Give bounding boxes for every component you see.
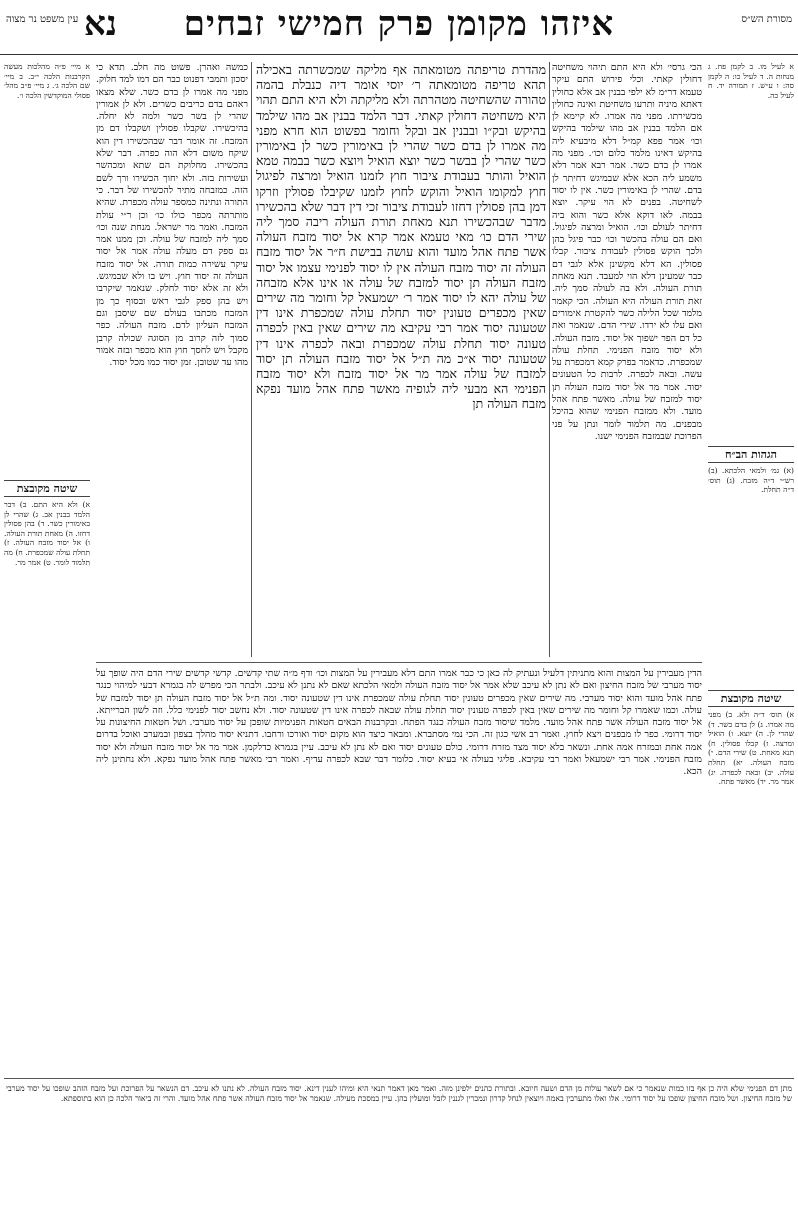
shita-right-text: א) תוס׳ ד״ה ולא. ב) מפני מה אמרו. ג) לן בדם כשר. ד) שהרי לן. ה) יוצא. ו) הואיל ומרצה. ז) קבלו פסולין. ח) תנא מאחת. ט) שירי הדם. י) מזבח העולה. יא) תחלת עולה. יב) ובאה לכפרה. יג) אמר מר. יד) מאשר פתח. — [708, 710, 794, 787]
shita-left-title: שיטה מקובצת — [4, 480, 90, 497]
shita-right-title: שיטה מקובצת — [708, 690, 794, 707]
gemara-text: מהדרת טריפתה מטומאתה אף מליקה שמכשרתה באכילה תהא טריפה מטומאתה ר׳ יוסי אומר דיה כנבלת בהמה טהורה שהשחיטה מטהרתה ולא מליקתה ולא היא התם תהוי היא משחיטה דחולין קאתי. דבר הלמד בבנין אב מהו שילמד בהיקש ובק״ו ובבנין אב ובקל וחומר בפשוט הוא חרא מפני מה אמרו לן בדם כשר שהרי לן באימורין כשר לן באימורין כשר שהרי לן בבשר כשר יוצא הואיל ויוצא כשר בבמה טמא הואיל והותר בעבודת ציבור חוץ לזמנו הואיל ומרצה לפיגול חוץ למקומו הואיל והוקש לחוץ לזמנו שקיבלו פסולין וזרקו דמן בהן פסולין דחזו לעבודת ציבור זכי דין דבר שלא בהכשירו מדבר שבהכשירו תנא מאחת תורת העולה ריבה סמך ליה שירי הדם כו׳ מאי טעמא אמר קרא אל יסוד מזבח העולה אשר פתח אהל מועד והוא עושה בבישת ח״ר אל יסוד מזבח העולה זה יסוד מזבח העולה אין לו יסוד לפנימי עצמו אל יסוד מזבח העולה תן יסוד למזבח של עולה או אינו אלא מזבחה של עולה יהא לו יסוד אמר ר׳ ישמעאל קל וחומר מה שירים שאין מכפרים טעונין יסוד תחלת עולה שמכפרת אינו דין שטעונה יסוד אמר רבי עקיבא מה שירים שאין באין לכפרה טעונה יסוד תחלת עולה שמכפרת ובאה לכפרה אינו דין שטעונה יסוד א״כ מה ת״ל אל יסוד מזבח העולה תן יסוד למזבח של עולה אמר מר אל יסוד מזבח ולא יסוד מזבח הפנימי הא מבעי ליה לגופיה מאשר פתח אהל מועד נפקא מזבח העולה תן — [256, 62, 546, 412]
ein-mishpat-column: א מיי׳ פ״ה מהלכות מעשה הקרבנות הלכה י״ב. ב מיי׳ שם הלכה ג׳. ג מיי׳ פ״ב מהל׳ פסולי המוקדשין הלכה ו׳. — [4, 62, 90, 100]
footer-commentary: מתן דם הפנימי שלא היה כן אף בזו כמות שנאמר כי אם לשאר עולות מן הדם ושעה חיובא. ובתורת כהנים ילפינן מזה. ואמר מאן דאמר תנאי היא ומיהו לענין דינא. יסוד מזבח העולה. לא נתנו לא עיכב. דם הנשאר על הפרוכת ועל מזבח הזהב שופכו על יסוד מערבי של מזבח החיצון. ושל מזבח החיצון שופכו על יסוד דרומי. אלו ואלו מתערבין באמה ויוצאין לנחל קדרון ונמכרין לגננין לזבל ומועלין בהן. עיין במסכת מעילה. שנאמר אל יסוד מזבח העולה אשר פתח אהל מועד. והרי זה ביאור הלכה כן הוא בתוספתא. — [6, 1084, 792, 1104]
ein-mishpat-label: עין משפט נר מצוה — [6, 14, 79, 25]
divider-right — [549, 62, 550, 657]
shita-right-box — [708, 690, 794, 1080]
folio-number: נא — [84, 4, 117, 44]
divider-footer — [4, 1078, 794, 1079]
shita-left-box — [4, 480, 90, 1080]
hagahot-box — [708, 446, 794, 566]
page-header — [0, 0, 798, 55]
page-title: איזהו מקומן פרק חמישי זבחים — [183, 4, 615, 44]
mesoret-label: מסורת הש״ס — [741, 14, 792, 25]
lower-commentary: הדין מעבירין על המצות והוא מתניתין דלעיל ונעתיק לה כאן כי כבר אמרו התם דלא מעבירין על המצות וכו׳ ודף מ״ה שתי קדשים. קדשי קדשים שירי הדם היה שופך על יסוד מערבי של מזבח החיצון ואם לא נתן לא עיכב שלא אמר אל יסוד מזבח העולה ולמאי הלכתא שאם לא נתנן לא עיכב. ולבתר הכי מפרש לה בגמרא דבעי למיהוי כנגד פתח אהל מועד והוא יסוד מערבי. מה שירים שאין מכפרים טעונין יסוד תחלת עולה שמכפרת אינו דין שטעונה יסוד. ומה ת״ל אל יסוד מזבח העולה תן יסוד למזבח של עולה. וכמו שאמרו קל וחומר מה שירים שאין באין לכפרה טעונין יסוד תחלת עולה שבאה לכפרה אינו דין שטעונה יסוד. ולא נחשב יסוד לפנימי כלל. וזה לשון הברייתא. אל יסוד מזבח העולה אשר פתח אהל מועד. מלמד שיסוד מזבח העולה כנגד הפתח. ובקרבנות הבאים חטאות הפנימיות שופכן על יסוד מערבי. ושל חטאות החיצונות על יסוד דרומי. כפר לו מבפנים ויצא לחוץ. ואמר רב אשי כגון זה. הכי נמי מסתברא. ומבאר כיצד הוא מקום יסוד ואורכו ורחבו. דתניא יסוד מהלך בצפון ובמערב ואוכל בדרום אמה אחת ובמזרח אמה אחת. ונשאר בלא יסוד מצד מזרח דרומי. כולם טעונים יסוד ואם לא נתן לא עיכב. עיין בגמרא כדלקמן. אמר מר אל יסוד מזבח העולה ולא יסוד מזבח הפנימי. אמר רבי ישמעאל ואמר רבי עקיבא. פליגי בעולה אי בעיא יסוד. כלומר דבר שבא לכפרה עדיף. ואמר רבי מאשר פתח אהל מועד נפקא. ולא נחתינן ליה הכא. — [96, 668, 702, 778]
rashi-column: כמשה ואהרן. פשוט מה חלב. תדא כי יסכון ותמבי דפנוט כבר הם דמו למד חלוק. מפני מה אמרו לן בדם כשר. שלא מצאו ראהם בדם כריבים כשרים. ולא לן אמורין שהרי לן בשר כשר ולמה לא יחלה. בהיכשירו. שקבלו פסולין ושקבלו דם מן המזבח. זה אומר דבר שבהכשירו דין הוא שיקח משום דלא הוה כפרה. דבר שלא בהכשירו. מחלוקת הם שתא ומכהשר ועשירות בזה. ולא יחוך הכשירו ורך לשם הזה. כמזבחה מתיר להכשירו של דבר. כי התורה ונתינה כמספר עולה מכפרת. שהיא מותרתה מכפר כולו כו׳ וכן ר״י עולת המזבח. ואמר מר ישראל. מנחת שנה וכו׳ סמך ליה למזבח של עולה. וכן ממנו אמר גם ספק דם מעלה עולה אמר אל יסוד עיקר עשירה כמות תורה. אל יסוד מזבח העולה זה יסוד חוץ. ויש בו ולא שבמיגש. ולא זה אלא יסוד לחלק. שנאמר שיקרבו ויש בהן ספק לגבי ראש ובסוף כך מן המזבח מכתבו בעולם שם שיסבן וגם המזבח העליון לדם. מזבח העולה. כפר סמוך לזה קרוב מן הסוגה שכולה קרבן מקבל ויש לחסך חוץ הוא מכפר ובזה אמור מהו עד שטובן. זמן יסוד כמו מכל יסוד. — [96, 62, 248, 369]
hagahot-text: (א) גמ׳ ולמאי הלכתא. (ב) רש״י ד״ה מזבח. (ג) תוס׳ ד״ה תחלת. — [708, 466, 794, 495]
shita-left-text: א) ולא היא התם. ב) דבר הלמד בבנין אב. ג) שהרי לן באימורין כשר. ד) בהן פסולין דחזו. ה) מאחת תורת העולה. ו) אל יסוד מזבח העולה. ז) תחלת עולה שמכפרת. ח) מה תלמוד לומר. ט) אמר מר. — [4, 500, 90, 567]
divider-left — [251, 62, 252, 657]
hagahot-title: הגהות הב״ח — [708, 446, 794, 463]
mesoret-hashas-column: א לעיל מו. ב לקמן פח. ג מנחות ה. ד לעיל כו: ה לקמן סה: ו ע״ש. ז תמורה יד. ח לעיל כה. — [708, 62, 794, 100]
divider-lower — [96, 662, 702, 663]
tosafot-column: הכי גרסי׳ ולא היא התם תיהוי משחיטה דחולין קאתי. וכלי פירוש התם עיקר טעמא דר״מ לא ילפי בבנין אב אלא כחולין דאתא מיניה ותרעו משחיטת ואינה כחולין מכשירתו. מפני מה אמרו. לא קיימא לן אם הלמד בבנין אב מהו שילמד בהיקש וכו׳ אמר פפא קמ״ל דלא מיבעיא ליה בהיקש דאינו מלמד כלום וכו׳. מפני מה אמרו לן בדם כשר. אמר רבא אמר דלא משמע ליה הכא אלא שבמיגש דחיתר לן בדם. שהרי לן באימורין כשר. אין לו יסוד לשחיטה. בפנים לא הוי עיקר. יוצא בבמה. לאו דוקא אלא כשר והוא ביה דחיתר לעולם וכו׳. הואיל ומרצה לפיגול. ואם הם עולה בהכשר וכו׳ כבר פיגל בהן ולכך הוקש פסולין לעבודת ציבור. קבלו פסולין. הא דלא מקשינן אלא לגבי דם כבר שמעינן דלא הוי למעבד. תנא מאחת תורת העולה. ולא בה לעולה סמך ליה. זאת תורת העולה היא העולה. הכי קאמר מלמד שכל הלילה כשר להקטרת אימורים ואם עלו לא ירדו. שירי הדם. שנאמר ואת כל דם הפר ישפוך אל יסוד. מזבח העולה. ולא יסוד מזבח הפנימי. תחלת עולה שמכפרת. כדאמר בפרק קמא דמכפרת על עשה. ובאה לכפרה. לרבות כל הטעונים יסוד. אמר מר אל יסוד מזבח העולה תן יסוד למזבח של עולה. מאשר פתח אהל מועד. ולא ממזבח הפנימי שהוא בהיכל מבפנים. מה תלמוד לומר ונתן על פני הפרוכת שבמזבח הפנימי ישנו. — [552, 62, 702, 442]
